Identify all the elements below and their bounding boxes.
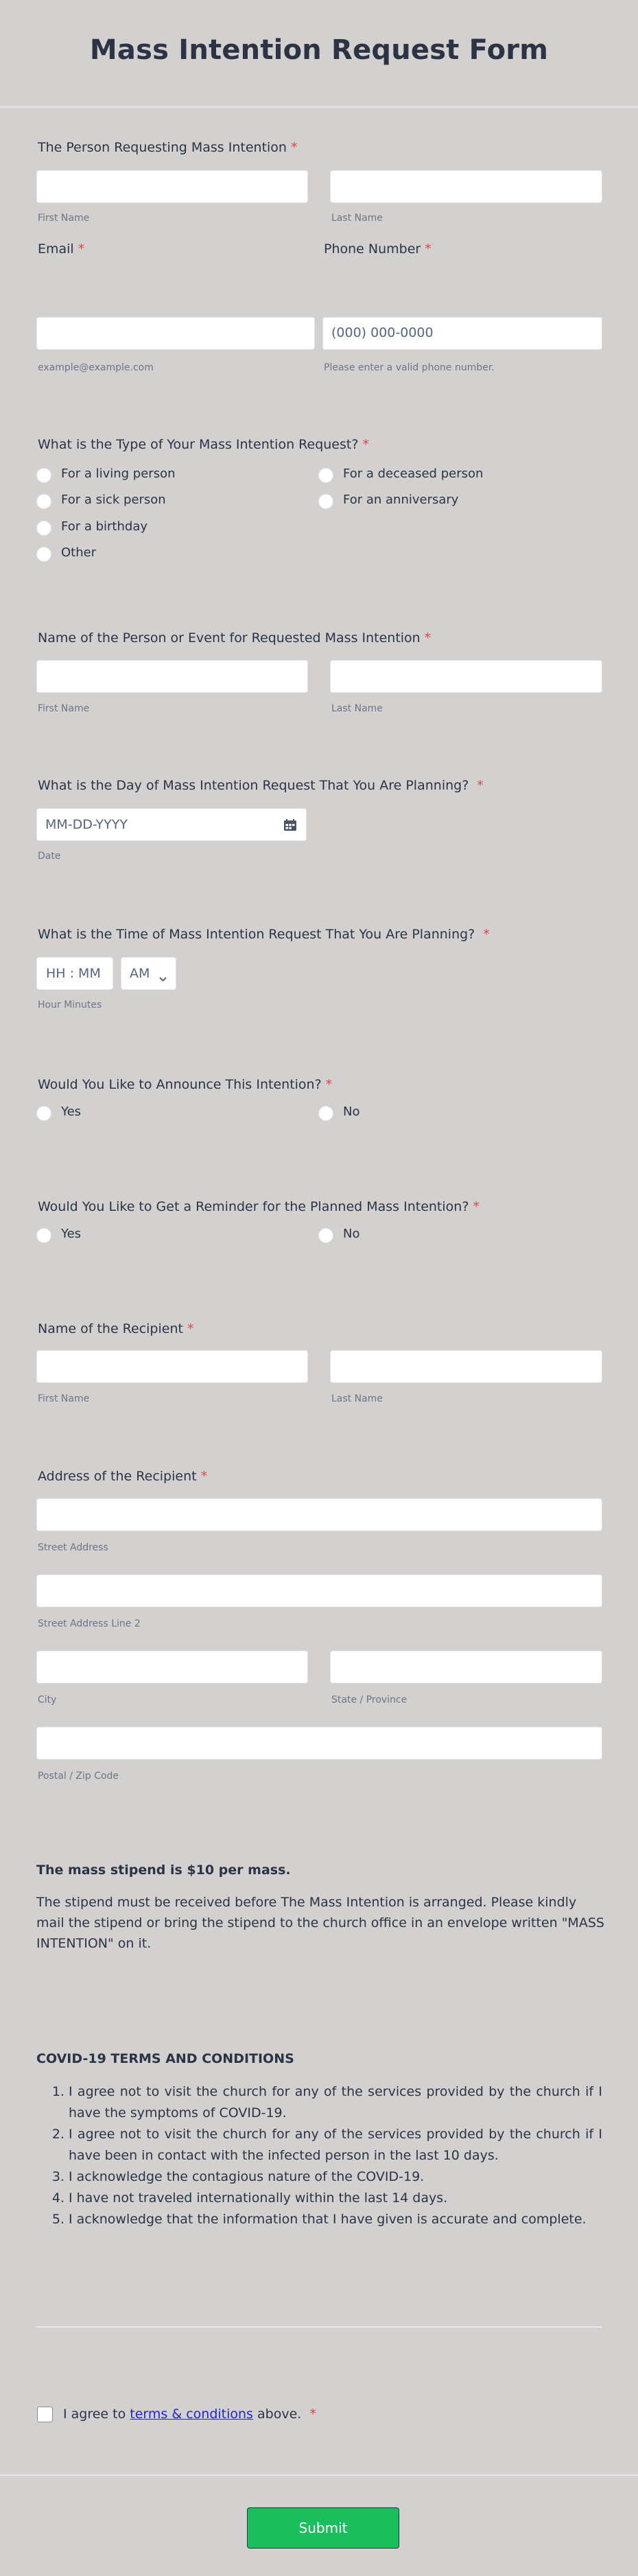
radio-deceased-person[interactable]	[318, 468, 333, 483]
postal-zip-input[interactable]	[36, 1727, 602, 1760]
recipient-label: Name of the Recipient *	[38, 1321, 194, 1336]
intention-first-name-input[interactable]	[36, 660, 308, 693]
ampm-select[interactable]: AM	[121, 957, 176, 990]
postal-zip-sublabel: Postal / Zip Code	[38, 1771, 119, 1782]
email-hint: example@example.com	[38, 362, 154, 373]
state-province-input[interactable]	[330, 1651, 602, 1683]
reminder-label: Would You Like to Get a Reminder for the Planned Mass Intention? *	[38, 1199, 480, 1214]
recipient-last-name-input[interactable]	[330, 1350, 602, 1383]
term-item: 4. I have not traveled internationally within the last 14 days.	[69, 2188, 602, 2209]
term-item: 2. I agree not to visit the church for any of the services provided by the church if I have been in contact with the infected person in the last 10 days.	[69, 2124, 602, 2166]
submit-button[interactable]: Submit	[247, 2507, 399, 2549]
stipend-heading: The mass stipend is $10 per mass.	[36, 1863, 291, 1878]
agree-checkbox[interactable]	[37, 2407, 53, 2422]
recipient-first-name-sublabel: First Name	[38, 1393, 90, 1404]
intention-name-label: Name of the Person or Event for Requested Mass Intention *	[38, 630, 432, 646]
email-label: Email *	[38, 241, 85, 257]
term-item: 5. I acknowledge that the information that I have given is accurate and complete.	[69, 2209, 602, 2230]
option-label: Other	[61, 545, 97, 560]
page-title: Mass Intention Request Form	[89, 34, 549, 66]
phone-label: Phone Number *	[324, 241, 432, 257]
radio-reminder-yes[interactable]	[36, 1228, 51, 1243]
time-hour-minute-input[interactable]: HH : MM	[36, 957, 113, 990]
city-input[interactable]	[36, 1651, 308, 1683]
address-label: Address of the Recipient *	[38, 1469, 208, 1484]
option-label: For an anniversary	[343, 493, 459, 507]
chevron-down-icon	[159, 971, 167, 984]
street-address-sublabel: Street Address	[38, 1542, 108, 1553]
requester-last-name-sublabel: Last Name	[331, 213, 383, 224]
requester-label: The Person Requesting Mass Intention *	[38, 140, 298, 155]
requester-last-name-input[interactable]	[330, 170, 602, 203]
radio-anniversary[interactable]	[318, 494, 333, 509]
radio-other[interactable]	[36, 547, 51, 562]
footer-divider	[0, 2474, 638, 2476]
term-item: 3. I acknowledge the contagious nature of the COVID-19.	[69, 2166, 602, 2188]
date-sublabel: Date	[38, 851, 61, 862]
radio-living-person[interactable]	[36, 468, 51, 483]
covid-terms-list	[54, 2081, 602, 2230]
intention-last-name-input[interactable]	[330, 660, 602, 693]
option-label: No	[343, 1104, 360, 1119]
date-label: What is the Day of Mass Intention Request That You Are Planning? *	[38, 778, 484, 793]
street-address-input[interactable]	[36, 1498, 602, 1531]
requester-first-name-sublabel: First Name	[38, 213, 90, 224]
street-address-line2-sublabel: Street Address Line 2	[38, 1618, 141, 1629]
radio-reminder-no[interactable]	[318, 1228, 333, 1243]
date-input[interactable]: MM-DD-YYYY	[36, 808, 307, 841]
option-label: For a birthday	[61, 519, 147, 534]
option-label: Yes	[61, 1104, 82, 1119]
terms-link[interactable]: terms & conditions	[130, 2407, 253, 2422]
street-address-line2-input[interactable]	[36, 1574, 602, 1607]
phone-hint: Please enter a valid phone number.	[324, 362, 495, 373]
requester-first-name-input[interactable]	[36, 170, 308, 203]
phone-field[interactable]: (000) 000-0000	[322, 317, 602, 350]
city-sublabel: City	[38, 1694, 57, 1705]
intention-last-name-sublabel: Last Name	[331, 703, 383, 714]
term-item: 1. I agree not to visit the church for any of the services provided by the church if I have the symptoms of COVID-19.	[69, 2081, 602, 2124]
state-province-sublabel: State / Province	[331, 1694, 407, 1705]
option-label: No	[343, 1227, 360, 1241]
covid-heading: COVID-19 TERMS AND CONDITIONS	[36, 2051, 294, 2066]
terms-divider	[36, 2326, 602, 2328]
option-label: For a living person	[61, 466, 176, 481]
radio-sick-person[interactable]	[36, 494, 51, 509]
recipient-first-name-input[interactable]	[36, 1350, 308, 1383]
radio-announce-no[interactable]	[318, 1106, 333, 1121]
time-label: What is the Time of Mass Intention Request That You Are Planning? *	[38, 927, 490, 942]
announce-label: Would You Like to Announce This Intention? *	[38, 1077, 333, 1092]
header-divider	[0, 106, 638, 108]
email-field[interactable]	[36, 317, 315, 350]
stipend-body: The stipend must be received before The Mass Intention is arranged. Please kindly mail the stipend or bring the stipend to the church office in an envelope written "MASS INTENTION" on it.	[36, 1895, 604, 1951]
agree-label: I agree to terms & conditions above. *	[63, 2407, 316, 2422]
option-label: For a deceased person	[343, 466, 484, 481]
type-label: What is the Type of Your Mass Intention Request? *	[38, 437, 369, 452]
radio-birthday[interactable]	[36, 521, 51, 536]
intention-first-name-sublabel: First Name	[38, 703, 90, 714]
radio-announce-yes[interactable]	[36, 1106, 51, 1121]
recipient-last-name-sublabel: Last Name	[331, 1393, 383, 1404]
calendar-icon[interactable]	[284, 819, 296, 834]
time-sublabel: Hour Minutes	[38, 1000, 102, 1011]
option-label: For a sick person	[61, 493, 166, 507]
option-label: Yes	[61, 1227, 82, 1241]
